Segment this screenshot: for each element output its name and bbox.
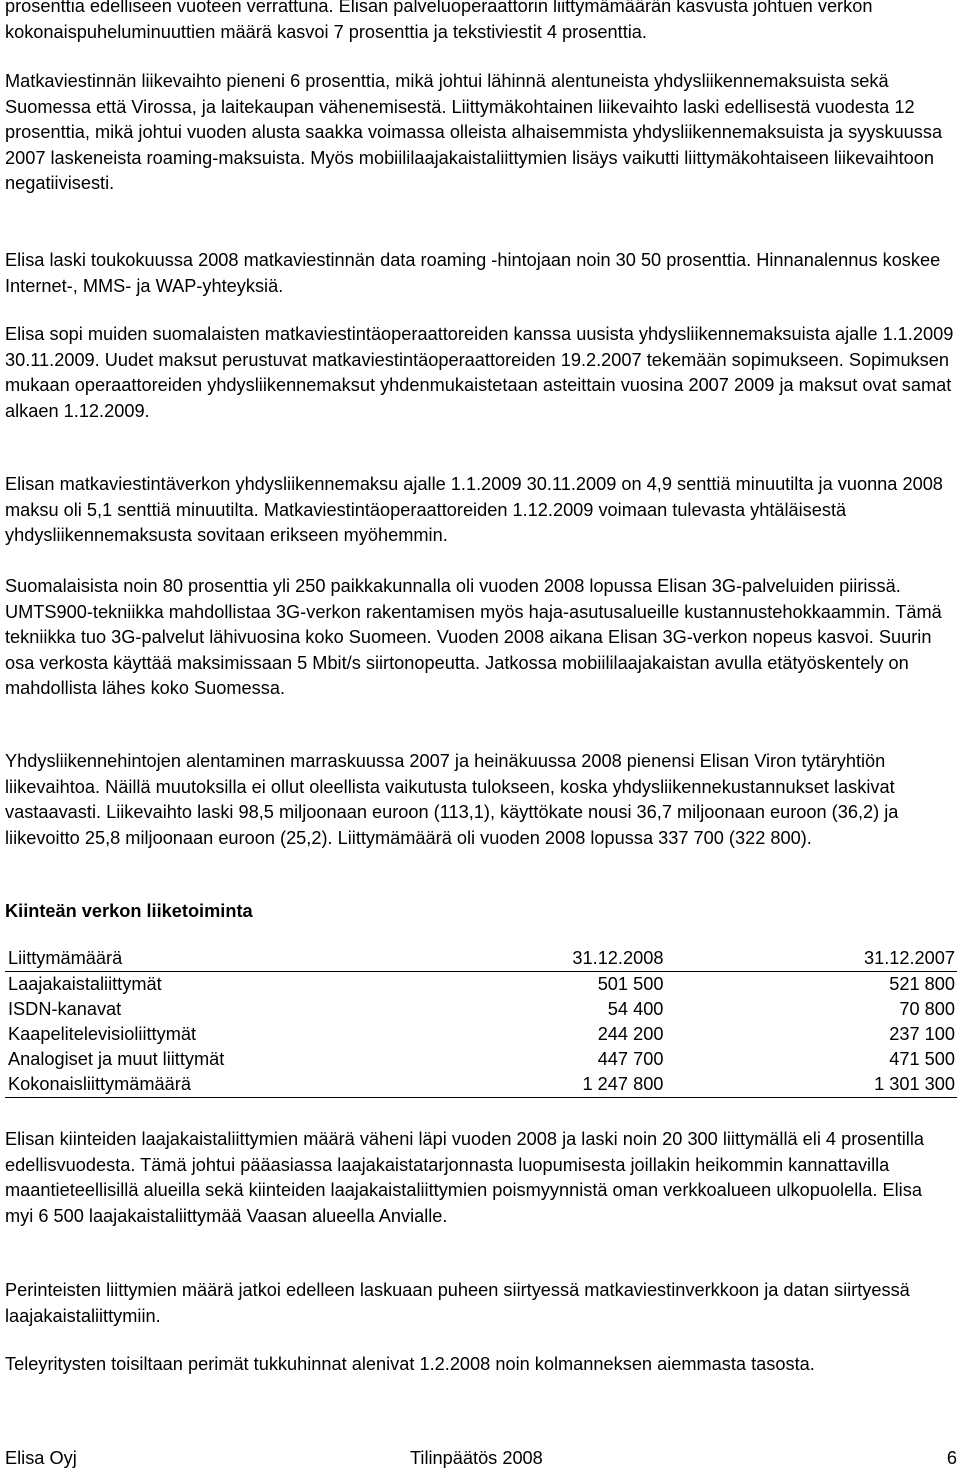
row-value-2008: 501 500 (597, 974, 664, 994)
row-value-2007: 70 800 (899, 999, 955, 1019)
table-header-2008: 31.12.2008 (386, 946, 666, 972)
footer-company: Elisa Oyj (5, 1448, 77, 1468)
paragraph-interconnection-agreement: Elisa sopi muiden suomalaisten matkaviestintäoperaattoreiden kanssa uusista yhdysliikennemaksuista ajalle 1.1.2009 30.11.2009. Uudet maksut perustuvat matkaviestintäoperaattoreiden 19.2.2007 tekemään sopimukseen. Sopimuksen mukaan operaattoreiden yhdysliikennemaksut yhdenmukaistetaan asteittain vuosina 2007 2009 ja maksut ovat samat alkaen 1.12.2009. (5, 324, 954, 421)
row-label: ISDN-kanavat (8, 999, 122, 1019)
table-row (5, 997, 957, 1022)
table-row-total (5, 1072, 957, 1098)
table-row (5, 1047, 957, 1072)
row-value-2007: 1 301 300 (665, 1072, 957, 1098)
row-value-2008: 447 700 (597, 1049, 664, 1069)
page-footer (5, 1446, 957, 1470)
paragraph-3g-coverage: Suomalaisista noin 80 prosenttia yli 250 paikkakunnalla oli vuoden 2008 lopussa Elisan 3G-palveluiden piirissä. UMTS900-tekniikka mahdollistaa 3G-verkon rakentamisen myös haja-asutusalueille kustannustehokkaammin. Tämä tekniikka tuo 3G-palvelut lähivuosina koko Suomeen. Vuoden 2008 aikana Elisan 3G-verkon nopeus kasvoi. Suurin osa verkosta käyttää maksimissaan 5 Mbit/s siirtonopeutta. Jatkossa mobiililaajakaistan avulla etätyöskentely on mahdollista lähes koko Suomessa. (5, 576, 942, 698)
paragraph-traditional-lines: Perinteisten liittymien määrä jatkoi edelleen laskuaan puheen siirtyessä matkaviestinverkkoon ja datan siirtyessä laajakaistaliittymiin. (5, 1280, 910, 1326)
table-header-2007: 31.12.2007 (665, 946, 957, 972)
table-header-label: Liittymämäärä (5, 946, 386, 972)
paragraph-subscriber-growth: prosenttia edelliseen vuoteen verrattuna. Elisan palveluoperaattorin liittymämäärän kasvusta johtuen verkon kokonaispuheluminuuttien määrä kasvoi 7 prosenttia ja tekstiviestit 4 prosenttia. (5, 0, 873, 42)
table-row (5, 1022, 957, 1047)
row-value-2007: 471 500 (889, 1049, 955, 1069)
footer-report-title: Tilinpäätös 2008 (410, 1448, 543, 1468)
paragraph-mobile-revenue: Matkaviestinnän liikevaihto pieneni 6 prosenttia, mikä johtui lähinnä alentuneista yhdysliikennemaksuista sekä Suomessa että Virossa, ja laitekaupan vähenemisestä. Liittymäkohtainen liikevaihto laski edellisestä vuodesta 12 prosenttia, mikä johtui vuoden alusta saakka voimassa olleista alhaisemmista yhdysliikennemaksuista ja syyskuussa 2007 laskeneista roaming-maksuista. Myös mobiililaajakaistaliittymien lisäys vaikutti liittymäkohtaiseen liikevaihtoon negatiivisesti. (5, 71, 943, 193)
paragraph-interconnection-fee: Elisan matkaviestintäverkon yhdysliikennemaksu ajalle 1.1.2009 30.11.2009 on 4,9 senttiä minuutilta ja vuonna 2008 maksu oli 5,1 senttiä minuutilta. Matkaviestintäoperaattoreiden 1.12.2009 voimaan tulevasta yhtäläisestä yhdysliikennemaksusta sovitaan erikseen myöhemmin. (5, 474, 943, 545)
paragraph-data-roaming: Elisa laski toukokuussa 2008 matkaviestinnän data roaming -hintojaan noin 30 50 prosenttia. Hinnanalennus koskee Internet-, MMS- ja WAP-yhteyksiä. (5, 250, 941, 296)
row-value-2008: 244 200 (597, 1024, 664, 1044)
row-label: Analogiset ja muut liittymät (8, 1049, 225, 1069)
row-value-2008: 54 400 (607, 999, 664, 1019)
footer-page-number: 6 (946, 1448, 957, 1468)
paragraph-fixed-broadband: Elisan kiinteiden laajakaistaliittymien määrä väheni läpi vuoden 2008 ja laski noin 20 300 liittymällä eli 4 prosentilla edellisvuodesta. Tämä johtui pääasiassa laajakaistatarjonnasta luopumisesta joillakin heikommin kannattavilla maantieteellisillä alueilla sekä kiinteiden laajakaistaliittymien poismyynnistä oman verkkoalueen ulkopuolella. Elisa myi 6 500 laajakaistaliittymää Vaasan alueella Anvialle. (5, 1129, 924, 1226)
table-row (5, 972, 957, 998)
row-value-2008: 1 247 800 (386, 1072, 666, 1098)
table-header-row (5, 946, 957, 972)
section-heading: Kiinteän verkon liiketoiminta (5, 901, 253, 921)
row-value-2007: 237 100 (889, 1024, 955, 1044)
row-value-2007: 521 800 (889, 974, 955, 994)
subscriptions-table (5, 946, 957, 1098)
paragraph-wholesale-prices: Teleyritysten toisiltaan perimät tukkuhinnat alenivat 1.2.2008 noin kolmanneksen aiemmasta tasosta. (5, 1354, 815, 1374)
row-label: Kaapelitelevisioliittymät (8, 1024, 197, 1044)
row-label: Laajakaistaliittymät (8, 974, 162, 994)
paragraph-estonia-subsidiary: Yhdysliikennehintojen alentaminen marraskuussa 2007 ja heinäkuussa 2008 pienensi Elisan Viron tytäryhtiön liikevaihtoa. Näillä muutoksilla ei ollut oleellista vaikutusta tulokseen, koska yhdysliikennekustannukset laskivat vastaavasti. Liikevaihto laski 98,5 miljoonaan euroon (113,1), käyttökate nousi 36,7 miljoonaan euroon (36,2) ja liikevoitto 25,8 miljoonaan euroon (25,2). Liittymämäärä oli vuoden 2008 lopussa 337 700 (322 800). (5, 751, 899, 848)
row-label: Kokonaisliittymämäärä (5, 1072, 386, 1098)
